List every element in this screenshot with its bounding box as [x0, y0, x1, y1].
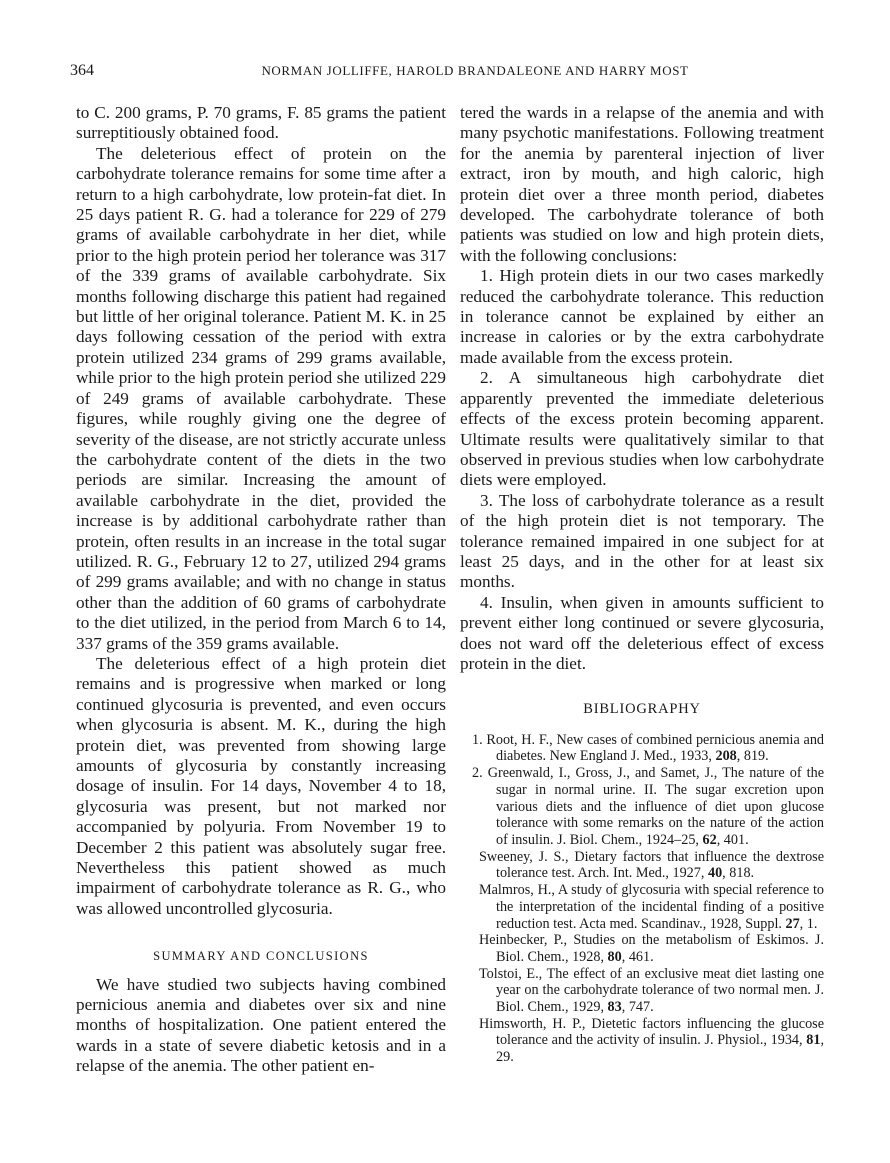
- bibliography-text: Himsworth, H. P., Dietetic factors influencing the glucose tolerance and the activity of insulin. J. Physiol., 1934,: [479, 1015, 824, 1049]
- bibliography-volume: 40: [707, 865, 723, 882]
- bibliography-volume: 83: [607, 999, 622, 1016]
- paragraph-continuation: to C. 200 grams, P. 70 grams, F. 85 grams the patient surreptitiously obtained food.: [76, 103, 446, 143]
- bibliography-entry: [460, 1016, 824, 1066]
- bibliography-number: 1.: [472, 731, 483, 748]
- section-heading-summary: SUMMARY AND CONCLUSIONS: [153, 949, 369, 964]
- bibliography-text: Heinbecker, P., Studies on the metabolism of Eskimos. J. Biol. Chem., 1928,: [479, 932, 824, 965]
- bibliography-entry: [460, 966, 824, 1016]
- conclusion-item: 3. The loss of carbohydrate tolerance as a result of the high protein diet is not temporary. The tolerance remained impaired in one subject for at least 25 days, and in the other for at least six months.: [460, 490, 824, 592]
- left-column: [76, 103, 446, 1077]
- bibliography-pages: , 818.: [722, 865, 755, 882]
- bibliography-text: Sweeney, J. S., Dietary factors that influence the dextrose tolerance test. Arch. Int. Med., 1927,: [479, 848, 824, 882]
- bibliography-volume: 27: [785, 915, 800, 932]
- bibliography-entry: [460, 732, 824, 765]
- bibliography-entry: [460, 765, 824, 849]
- running-head-authors: NORMAN JOLLIFFE, HAROLD BRANDALEONE AND HARRY MOST: [261, 63, 689, 78]
- bibliography-text: Root, H. F., New cases of combined pernicious anemia and diabetes. New England J. Med., 1933,: [486, 731, 825, 765]
- bibliography-text: Tolstoi, E., The effect of an exclusive meat diet lasting one year on the carbohydrate tolerance of two normal men. J. Biol. Chem., 1929,: [479, 965, 824, 1016]
- bibliography-text: Malmros, H., A study of glycosuria with special reference to the interpretation of the incidental finding of a positive reduction test. Acta med. Scandinav., 1928, Suppl.: [479, 882, 824, 932]
- bibliography-pages: , 819.: [736, 748, 769, 765]
- page-number: 364: [70, 62, 94, 79]
- bibliography-volume: 81: [806, 1032, 821, 1049]
- bibliography-volume: 62: [702, 832, 717, 848]
- paragraph: The deleterious effect of protein on the carbohydrate tolerance remains for some time after a return to a high carbohydrate, low protein-fat diet. In 25 days patient R. G. had a tolerance for 229 of 279 grams of available carbohydrate in her diet, while prior to the high protein period her tolerance was 317 of the 339 grams of available carbohydrate. Six months following discharge this patient had regained but little of her original tolerance. Patient M. K. in 25 days following cessation of the period with extra protein utilized 234 grams of 299 grams available, while prior to the high protein period she utilized 229 of 249 grams of available carbohydrate. These figures, while roughly giving one the degree of severity of the disease, are not strictly accurate unless the carbohydrate content of the diets in the two periods are similar. Increasing the amount of available carbohydrate in the diet, provided the increase is by additional carbohydrate rather than protein, often results in an increase in the total sugar utilized. R. G., February 12 to 27, utilized 294 grams of 299 grams available; and with no change in status other than the addition of 60 grams of carbohydrate to the diet utilized, in the period from March 6 to 14, 337 grams of the 359 grams available.: [76, 143, 446, 653]
- bibliography-volume: 208: [715, 748, 737, 765]
- right-column: [460, 103, 824, 1066]
- bibliography-entry: [460, 882, 824, 932]
- summary-paragraph: We have studied two subjects having combined pernicious anemia and diabetes over six and nine months of hospitalization. One patient entered the wards in a state of severe diabetic ketosis and in a relapse of the anemia. The other patient en-: [76, 974, 446, 1076]
- bibliography-pages: , 401.: [716, 832, 749, 848]
- bibliography-volume: 80: [607, 948, 622, 965]
- bibliography-heading: BIBLIOGRAPHY: [583, 701, 701, 718]
- conclusion-item: 4. Insulin, when given in amounts sufficient to prevent either long continued or severe glycosuria, does not ward off the deleterious effect of excess protein in the diet.: [460, 592, 824, 673]
- paragraph-continuation: tered the wards in a relapse of the anemia and with many psychotic manifestations. Following treatment for the anemia by parenteral injection of liver extract, iron by mouth, and high caloric, high protein diet over a three month period, diabetes developed. The carbohydrate tolerance of both patients was studied on low and high protein diets, with the following conclusions:: [460, 103, 824, 265]
- paragraph: The deleterious effect of a high protein diet remains and is progressive when marked or long continued glycosuria is prevented, and even occurs when glycosuria is absent. M. K., during the high protein diet, was prevented from showing large amounts of glycosuria by constantly increasing dosage of insulin. For 14 days, November 4 to 18, glycosuria was present, but not marked nor accompanied by polyuria. From November 19 to December 2 this patient was absolutely sugar free. Nevertheless this patient showed as much impairment of carbohydrate tolerance as R. G., who was allowed uncontrolled glycosuria.: [76, 653, 446, 918]
- bibliography-pages: , 29.: [496, 1032, 824, 1066]
- conclusion-item: 2. A simultaneous high carbohydrate diet apparently prevented the immediate deleterious effects of the excess protein becoming apparent. Ultimate results were qualitatively similar to that observed in previous studies when low carbohydrate diets were employed.: [460, 368, 824, 490]
- bibliography-entry: [460, 849, 824, 882]
- bibliography-text: Greenwald, I., Gross, J., and Samet, J., The nature of the sugar in normal urine. II. The sugar excretion upon various diets and the influence of diet upon glucose tolerance with some remarks on the nature of the action of insulin. J. Biol. Chem., 1924–25,: [487, 765, 824, 848]
- bibliography-number: 2.: [472, 765, 483, 782]
- bibliography-pages: , 747.: [621, 999, 654, 1016]
- bibliography-entry: [460, 932, 824, 965]
- bibliography-list: [460, 732, 824, 1066]
- bibliography-pages: , 1.: [799, 915, 818, 932]
- bibliography-pages: , 461.: [621, 948, 654, 965]
- conclusion-item: 1. High protein diets in our two cases markedly reduced the carbohydrate tolerance. This reduction in tolerance cannot be explained by either an increase in calories or by the extra carbohydrate made available from the excess protein.: [460, 266, 824, 367]
- running-head: [70, 62, 840, 82]
